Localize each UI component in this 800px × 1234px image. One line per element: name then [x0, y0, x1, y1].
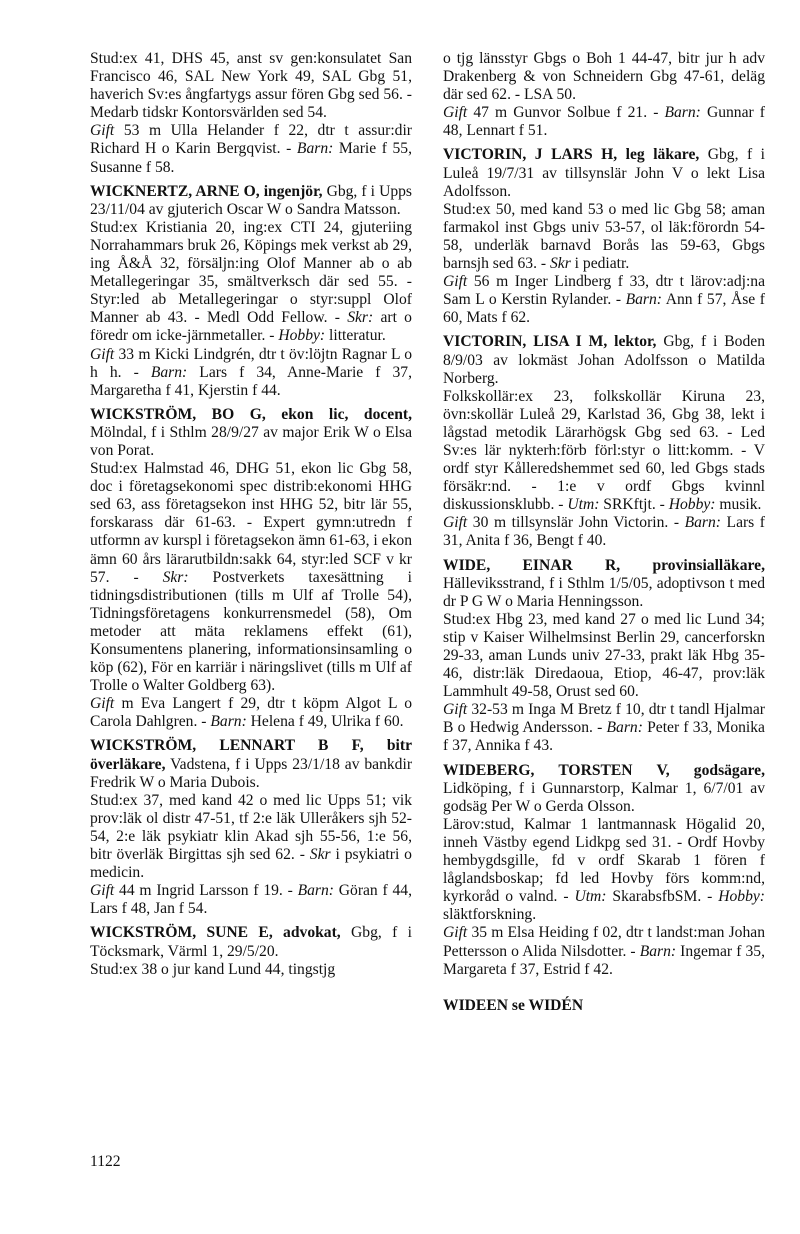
entry-heading: WIDE, EINAR R, provinsialläkare, — [443, 556, 765, 574]
biography-entry — [90, 924, 412, 978]
entry-text: Göran f 44, Lars f 48, Jan f 54. — [90, 882, 412, 918]
field-label: Barn: — [210, 713, 247, 731]
entry-paragraph — [90, 122, 412, 176]
entry-text: Ann f 57, Åse f 60, Mats f 62. — [443, 291, 765, 327]
field-label: Skr — [309, 846, 331, 864]
field-label: Barn: — [664, 104, 701, 122]
entry-text: m Eva Langert f 29, dtr t köpm Algot L o Carola Dahlgren. - — [90, 695, 412, 731]
entry-text: i pediatr. — [570, 255, 630, 273]
entry-heading: WICKSTRÖM, SUNE E, advokat, — [90, 924, 341, 942]
entry-text: Postverkets taxesättning i tidningsdistributionen (tills m Ulf af Trolle 54), Tidningsföretagens konkurrensmedel (58), Om metoder att mäta reklamens effekt (61), Konsumentens planering, informationsinsamling o köp (62), För en karriär i näringslivet (tills m Ulf af Trolle o Walter Goldberg 63). — [90, 568, 413, 695]
entry-heading: VICTORIN, LISA I M, lektor, — [443, 333, 657, 351]
right-column — [443, 50, 765, 1015]
cross-reference: WIDEEN se WIDÉN — [443, 996, 584, 1014]
biography-entry — [443, 557, 765, 756]
entry-text: Gbg, f i Upps 23/11/04 av gjuterich Oscar W o Sandra Matsson. — [90, 182, 412, 218]
entry-paragraph — [443, 924, 765, 978]
biography-entry — [90, 50, 412, 177]
entry-text: Ingemar f 35, Margareta f 37, Estrid f 42. — [443, 942, 765, 978]
entry-heading: WICKSTRÖM, BO G, ekon lic, docent, — [90, 405, 412, 423]
page-number: 1122 — [90, 1153, 121, 1170]
entry-text: Folkskollär:ex 23, folkskollär Kiruna 23, övn:skollär Luleå 29, Karlstad 36, Gbg 38, lekt i lågstad metodik Lärarhögsk Gbg sed 63. - Led Sv:es lär nykterh:förb förl:styr o litt:komm. - V ordf styr Kålleredshemmet sed 60, led Gbgs stads försäkr:nd. - 1:e v ordf Gbgs kvinnl diskussionsklubb. - — [443, 387, 765, 514]
entry-text: Mölndal, f i Sthlm 28/9/27 av major Erik W o Elsa von Porat. — [90, 423, 412, 459]
entry-paragraph — [90, 961, 412, 979]
biography-entry — [443, 50, 765, 140]
entry-text: SRKftjt. - — [599, 496, 669, 514]
entry-paragraph — [90, 346, 412, 400]
biography-entry — [90, 737, 412, 918]
entry-intro — [443, 333, 765, 387]
entry-text: 32-53 m Inga M Bretz f 10, dtr t tandl Hjalmar B o Hedwig Andersson. - — [443, 701, 765, 737]
biography-entry — [443, 146, 765, 327]
biography-entry — [90, 406, 412, 732]
entry-paragraph — [90, 695, 412, 731]
entry-paragraph — [443, 611, 765, 701]
field-label: Gift — [90, 882, 115, 900]
entry-paragraph — [443, 388, 765, 515]
entry-text: Gbg, f i Boden 8/9/03 av lokmäst Johan Adolfsson o Matilda Norberg. — [443, 333, 765, 387]
entry-text: Stud:ex Kristiania 20, ing:ex CTI 24, gjuteriing Norrahammars bruk 26, Köpings mek verkst ab 29, ing Å&Å 32, försäljn:ing Olof Manner ab o ab Metallegeringar 35, smältverksch där sed 55. - Styr:led ab Metallegeringar o styr:suppl Olof Manner ab 43. - Medl Odd Fellow. - — [90, 218, 412, 327]
entry-text: art o föredr om icke-järnmetaller. - — [90, 309, 412, 345]
field-label: Barn: — [625, 291, 662, 309]
field-label: Barn: — [296, 140, 334, 158]
field-label: Gift — [443, 273, 468, 291]
entry-text: 33 m Kicki Lindgrén, dtr t öv:löjtn Ragnar L o h h. - — [90, 345, 412, 381]
entry-intro — [90, 737, 412, 791]
entry-paragraph — [443, 273, 765, 327]
field-label: Barn: — [297, 882, 334, 900]
entry-text: Hälleviksstrand, f i Sthlm 1/5/05, adoptivson t med dr P G W o Maria Henningsson. — [443, 574, 765, 610]
entry-text: 53 m Ulla Helander f 22, dtr t assur:dir Richard H o Karin Bergqvist. - — [90, 122, 412, 158]
field-label: Skr — [549, 255, 571, 273]
field-label: Gift — [443, 701, 468, 719]
biography-entry — [443, 333, 765, 550]
entry-heading: WICKSTRÖM, LENNART B F, bitr överläkare, — [90, 737, 412, 773]
entry-text: Marie f 55, Susanne f 58. — [90, 140, 412, 176]
entry-text: Gbg, f i Töcksmark, Värml 1, 29/5/20. — [90, 924, 412, 960]
entry-text: 30 m tillsynslär John Victorin. - — [467, 514, 685, 532]
entry-heading: WICKNERTZ, ARNE O, ingenjör, — [90, 182, 323, 200]
entry-intro — [443, 762, 765, 816]
entry-heading: WIDEBERG, TORSTEN V, godsägare, — [443, 761, 765, 779]
entry-intro — [90, 50, 412, 122]
entry-intro — [443, 50, 765, 104]
entry-text: Lidköping, f i Gunnarstorp, Kalmar 1, 6/7/01 av godsäg Per W o Gerda Olsson. — [443, 779, 765, 815]
field-label: Gift — [90, 695, 115, 713]
entry-paragraph — [443, 816, 765, 925]
field-label: Barn: — [639, 942, 677, 960]
entry-intro — [443, 146, 765, 200]
entry-paragraph — [443, 104, 765, 140]
field-label: Gift — [90, 122, 115, 140]
field-label: Hobby: — [668, 496, 716, 514]
entry-intro — [90, 924, 412, 960]
entry-text: Gbg, f i Luleå 19/7/31 av tillsynslär John V o lekt Lisa Adolfsson. — [443, 146, 765, 200]
entry-paragraph — [90, 460, 412, 695]
field-label: Barn: — [150, 363, 188, 381]
field-label: Utm: — [567, 496, 600, 514]
entry-text: SkarabsfbSM. - — [606, 888, 719, 906]
entry-text: släktforskning. — [443, 906, 537, 924]
field-label: Barn: — [684, 514, 721, 532]
field-label: Hobby: — [278, 327, 326, 345]
entry-text: o tjg länsstyr Gbgs o Boh 1 44-47, bitr jur h adv Drakenberg & von Schneidern Gbg 47-61, deläg där sed 62. - LSA 50. — [443, 50, 765, 104]
field-label: Hobby: — [718, 888, 766, 906]
entry-text: Stud:ex 37, med kand 42 o med lic Upps 51; vik prov:läk ol distr 47-51, tf 2:e läk Ulleråkers sjh 52-54, 2:e läk psykiatr klin Akad sjh 55-56, 1:e 56, bitr överläk Birgittas sjh sed 62. - — [90, 791, 412, 864]
entry-text: Stud:ex 41, DHS 45, anst sv gen:konsulatet San Francisco 46, SAL New York 49, SAL Gbg 51, haverich Sv:es ångfartygs assur fören Gbg sed 56. - Medarb tidskr Kontorsvärlden sed 54. — [90, 50, 412, 122]
left-column — [90, 50, 412, 979]
entry-text: Lars f 34, Anne-Marie f 37, Margaretha f 41, Kjerstin f 44. — [90, 363, 412, 399]
entry-text: 44 m Ingrid Larsson f 19. - — [114, 882, 298, 900]
entry-text: 35 m Elsa Heiding f 02, dtr t landst:man Johan Pettersson o Alida Nilsdotter. - — [443, 924, 765, 960]
field-label: Gift — [443, 104, 468, 122]
entry-text: Helena f 49, Ulrika f 60. — [246, 713, 404, 731]
entry-text: Lärov:stud, Kalmar 1 lantmannask Högalid 20, inneh Västby egend Lidkpg sed 31. - Ordf Hovby hembygdsgille, fd v ordf Skarab 1 fören f låglandsboskap; fd led Hovby förs komm:nd, kyrkoråd o valnd. - — [443, 815, 765, 906]
entry-text: Stud:ex Hbg 23, med kand 27 o med lic Lund 34; stip v Kaiser Wilhelmsinst Berlin 29, cancerforskn 29-33, aman Lunds univ 27-33, prakt läk Hbg 35-46, distr:läk Diredaoua, Etiop, 46-47, prov:läk Lammhult 49-58, Orust sed 60. — [443, 610, 765, 701]
entry-text: Stud:ex Halmstad 46, DHG 51, ekon lic Gbg 58, doc i företagsekonomi spec distrib:ekonomi HHG sed 63, ass företagsekon inst HHG 52, bitr lär 55, forskarass där 61-63. - Expert gymn:utredn f utformn av kurspl i företagsekon ämn 61-63, i ekon ämn 60 års lärarutbildn:sakk 64, styr:led SCF v kr 57. - — [90, 460, 412, 586]
entry-paragraph — [90, 882, 412, 918]
entry-paragraph — [443, 514, 765, 550]
entry-intro — [90, 183, 412, 219]
field-label: Gift — [443, 924, 468, 942]
entry-paragraph — [443, 201, 765, 273]
field-label: Skr: — [162, 568, 189, 586]
entry-text: 56 m Inger Lindberg f 33, dtr t lärov:adj:na Sam L o Kerstin Rylander. - — [443, 273, 765, 309]
field-label: Gift — [443, 514, 468, 532]
entry-text: Stud:ex 38 o jur kand Lund 44, tingstjg — [90, 960, 336, 978]
right-column-entries — [443, 50, 765, 979]
field-label: Barn: — [606, 719, 643, 737]
entry-intro — [443, 557, 765, 611]
entry-text: musik. — [715, 496, 762, 514]
entry-text: Vadstena, f i Upps 23/1/18 av bankdir Fredrik W o Maria Dubois. — [90, 755, 413, 791]
entry-text: Lars f 31, Anita f 36, Bengt f 40. — [443, 514, 765, 550]
field-label: Gift — [90, 345, 115, 363]
field-label: Skr: — [347, 309, 374, 327]
entry-text: litteratur. — [325, 327, 386, 345]
entry-paragraph — [443, 701, 765, 755]
entry-paragraph — [90, 219, 412, 346]
field-label: Utm: — [574, 888, 607, 906]
entry-text: 47 m Gunvor Solbue f 21. - — [467, 104, 665, 122]
entry-text: Peter f 33, Monika f 37, Annika f 43. — [443, 719, 765, 755]
entry-text: Gunnar f 48, Lennart f 51. — [443, 104, 765, 140]
biography-entry — [443, 762, 765, 979]
entry-paragraph — [90, 792, 412, 882]
entry-intro — [90, 406, 412, 460]
entry-heading: VICTORIN, J LARS H, leg läkare, — [443, 146, 700, 164]
entry-text: i psykiatri o medicin. — [90, 846, 412, 882]
biography-entry — [90, 183, 412, 400]
entry-text: Stud:ex 50, med kand 53 o med lic Gbg 58; aman farmakol inst Gbgs univ 53-57, ol läk:förordn 54-58, underläk barnavd Borås las 59-63, Gbgs barnsjh sed 63. - — [443, 200, 765, 273]
